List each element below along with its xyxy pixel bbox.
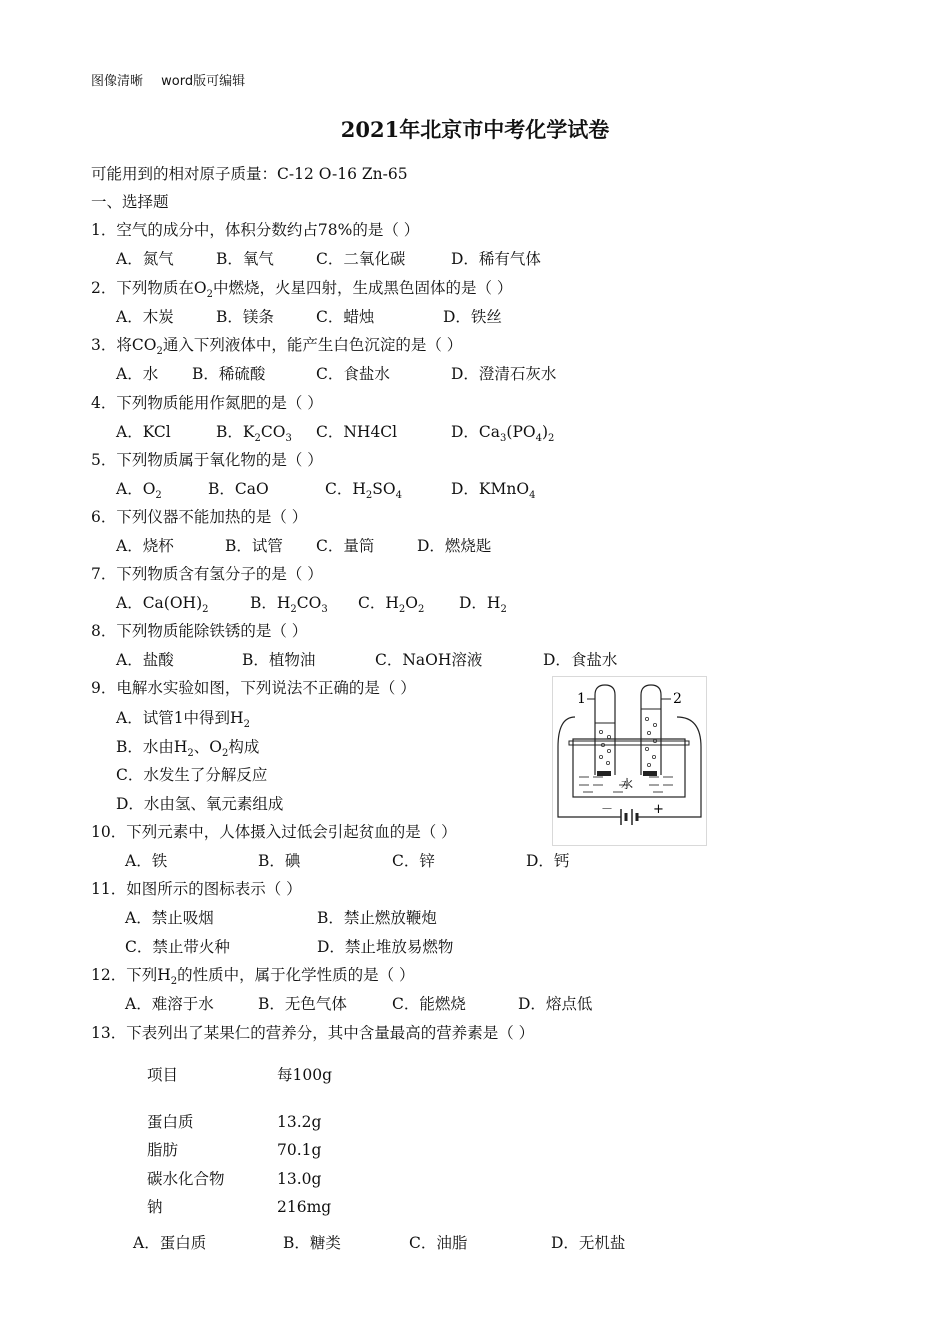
q13-option-a: A．蛋白质: [133, 1234, 207, 1252]
q3-option-a: A．水: [116, 365, 159, 383]
q12-option-a: A．难溶于水: [125, 995, 214, 1013]
q12-option-d: D．熔点低: [518, 995, 593, 1013]
tube-1-label: 1: [577, 691, 586, 707]
q13-option-c: C．油脂: [409, 1234, 468, 1252]
q3-option-b: B．稀硫酸: [192, 365, 266, 383]
positive-terminal-label: +: [653, 802, 664, 817]
q3-option-d: D．澄清石灰水: [451, 365, 557, 383]
question-5-stem: 5．下列物质属于氧化物的是（ ）: [91, 451, 323, 469]
q13-option-b: B．糖类: [283, 1234, 341, 1252]
section-heading: 一、选择题: [91, 193, 169, 211]
q7-option-d: D．$H_2$: [459, 594, 507, 615]
q10-option-d: D．钙: [526, 852, 570, 870]
q1-option-a: A．氮气: [116, 250, 174, 268]
q11-option-a: A．禁止吸烟: [125, 909, 214, 927]
question-3-stem: 3．将$CO_2$通入下列液体中，能产生白色沉淀的是（ ）: [91, 336, 463, 357]
q8-option-a: A．盐酸: [116, 651, 174, 669]
q2-option-b: B．镁条: [216, 308, 274, 326]
table-row-name: 脂肪: [147, 1141, 179, 1159]
question-6-stem: 6．下列仪器不能加热的是（ ）: [91, 508, 308, 526]
q3-option-c: C．食盐水: [316, 365, 390, 383]
q10-option-a: A．铁: [125, 852, 168, 870]
q2-option-a: A．木炭: [116, 308, 174, 326]
q11-option-b: B．禁止燃放鞭炮: [317, 909, 437, 927]
table-header-item: 项目: [147, 1066, 179, 1084]
table-row-value: 13.0g: [277, 1170, 322, 1188]
question-4-stem: 4．下列物质能用作氮肥的是（ ）: [91, 394, 323, 412]
question-9-stem: 9．电解水实验如图，下列说法不正确的是（ ）: [91, 679, 416, 697]
question-7-stem: 7．下列物质含有氢分子的是（ ）: [91, 565, 323, 583]
question-11-stem: 11．如图所示的图标表示（ ）: [91, 880, 302, 898]
q7-option-a: A．$Ca(OH)_2$: [116, 594, 209, 615]
table-header-per100g: 每100g: [277, 1066, 333, 1084]
q9-option-c: C．水发生了分解反应: [116, 766, 268, 784]
q11-option-c: C．禁止带火种: [125, 938, 230, 956]
question-12-stem: 12．下列$H_2$的性质中，属于化学性质的是（ ）: [91, 966, 415, 987]
tube-2-label: 2: [673, 691, 682, 707]
q9-option-a: A．试管1中得到$H_2$: [116, 709, 250, 730]
water-label: 水: [621, 777, 634, 791]
q1-option-d: D．稀有气体: [451, 250, 541, 268]
page-header: [91, 72, 259, 92]
q2-option-d: D．铁丝: [443, 308, 502, 326]
question-13-stem: 13．下表列出了某果仁的营养分，其中含量最高的营养素是（ ）: [91, 1024, 535, 1042]
q5-option-a: A．$O_2$: [116, 480, 162, 501]
q10-option-b: B．碘: [258, 852, 301, 870]
q6-option-b: B．试管: [225, 537, 283, 555]
q1-option-c: C．二氧化碳: [316, 250, 406, 268]
q10-option-c: C．锌: [392, 852, 435, 870]
q12-option-c: C．能燃烧: [392, 995, 466, 1013]
header-left: 图像清晰: [91, 74, 144, 89]
electrolysis-svg: [553, 677, 706, 845]
q6-option-a: A．烧杯: [116, 537, 174, 555]
negative-terminal-label: －: [601, 802, 614, 816]
q6-option-c: C．量筒: [316, 537, 375, 555]
question-2-stem: 2．下列物质在$O_2$中燃烧，火星四射，生成黑色固体的是（ ）: [91, 279, 513, 300]
table-row-name: 蛋白质: [147, 1113, 194, 1131]
q13-option-d: D．无机盐: [551, 1234, 626, 1252]
q9-option-b: B．水由$H_2$、$O_2$构成: [116, 738, 260, 759]
question-8-stem: 8．下列物质能除铁锈的是（ ）: [91, 622, 308, 640]
electrolysis-diagram: [552, 676, 707, 846]
table-row-value: 13.2g: [277, 1113, 322, 1131]
atomic-mass-line: 可能用到的相对原子质量：C-12 O-16 Zn-65: [91, 165, 408, 183]
q8-option-b: B．植物油: [242, 651, 316, 669]
q1-option-b: B．氧气: [216, 250, 274, 268]
q4-option-b: B．$K_2CO_3$: [216, 423, 292, 444]
table-row-name: 碳水化合物: [147, 1170, 225, 1188]
question-1-stem: 1．空气的成分中，体积分数约占78%的是（ ）: [91, 221, 420, 239]
q9-option-d: D．水由氢、氧元素组成: [116, 795, 284, 813]
q11-option-d: D．禁止堆放易燃物: [317, 938, 454, 956]
q8-option-c: C．NaOH溶液: [375, 651, 483, 669]
table-row-value: 70.1g: [277, 1141, 322, 1159]
q5-option-b: B．CaO: [208, 480, 269, 498]
q2-option-c: C．蜡烛: [316, 308, 375, 326]
q4-option-c: C．NH4Cl: [316, 423, 398, 441]
q7-option-b: B．$H_2CO_3$: [250, 594, 328, 615]
q8-option-d: D．食盐水: [543, 651, 618, 669]
q6-option-d: D．燃烧匙: [417, 537, 492, 555]
table-row-value: 216mg: [277, 1198, 332, 1216]
q5-option-c: C．$H_2SO_4$: [325, 480, 402, 501]
table-row-name: 钠: [147, 1198, 163, 1216]
q12-option-b: B．无色气体: [258, 995, 347, 1013]
header-right: word版可编辑: [161, 74, 246, 89]
exam-title: 2021年北京市中考化学试卷: [340, 117, 610, 142]
q7-option-c: C．$H_2O_2$: [358, 594, 425, 615]
q4-option-a: A．KCl: [116, 423, 171, 441]
q4-option-d: D．$Ca_3(PO_4)_2$: [451, 423, 555, 444]
question-10-stem: 10．下列元素中，人体摄入过低会引起贫血的是（ ）: [91, 823, 457, 841]
q5-option-d: D．KMnO$_4$: [451, 480, 536, 501]
